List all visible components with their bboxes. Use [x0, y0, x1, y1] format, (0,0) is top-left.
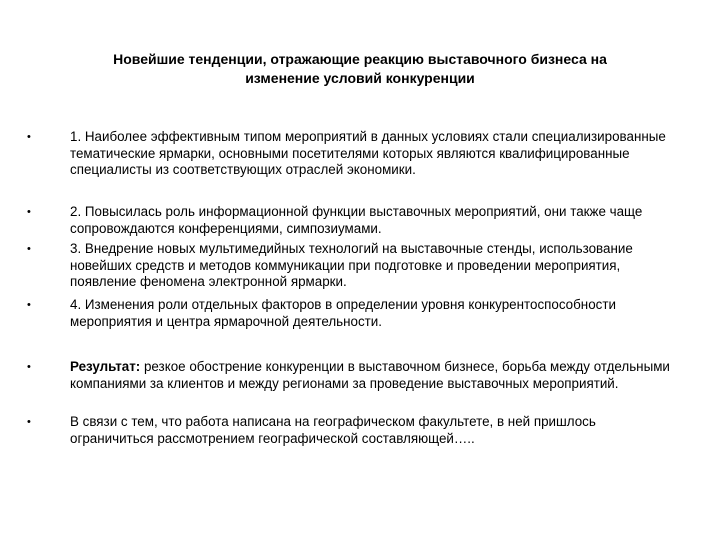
bullet-icon: •	[27, 131, 31, 143]
list-item	[27, 204, 680, 237]
bullet-icon: •	[27, 206, 31, 218]
list-item	[27, 414, 680, 447]
result-text	[70, 359, 680, 392]
list-item-text: В связи с тем, что работа написана на географическом факультете, в ней пришлось ограничиться рассмотрением географической составляющей…..	[70, 414, 596, 446]
bullet-icon: •	[27, 299, 31, 311]
slide-title	[60, 50, 660, 88]
title-line-2: изменение условий конкуренции	[245, 70, 475, 86]
list-item-text: 1. Наиболее эффективным типом мероприятий в данных условиях стали специализированные тематические ярмарки, основными посетителями которых являются квалифицированные специалисты из соответствующих отраслей экономики.	[70, 129, 666, 177]
bullet-icon: •	[27, 361, 31, 373]
list-item	[27, 129, 680, 179]
list-item	[27, 297, 680, 330]
list-item-text: 2. Повысилась роль информационной функции выставочных мероприятий, они также чаще сопровождаются конференциями, симпозиумами.	[70, 204, 643, 236]
bullet-icon: •	[27, 416, 31, 428]
title-line-1: Новейшие тенденции, отражающие реакцию выставочного бизнеса на	[113, 51, 607, 67]
result-body: резкое обострение конкуренции в выставочном бизнесе, борьба между отдельными компаниями за клиентов и между регионами за проведение выставочных мероприятий.	[70, 359, 670, 391]
list-item-text: 3. Внедрение новых мультимедийных технологий на выставочные стенды, использование новейших средств и методов коммуникации при подготовке и проведении мероприятия, появление феномена электронной ярмарки.	[70, 241, 633, 289]
result-item	[27, 359, 680, 392]
bullet-icon: •	[27, 243, 31, 255]
list-item	[27, 241, 680, 291]
list-item-text: 4. Изменения роли отдельных факторов в определении уровня конкурентоспособности мероприятия и центра ярмарочной деятельности.	[70, 297, 616, 329]
result-lead: Результат:	[70, 359, 141, 374]
